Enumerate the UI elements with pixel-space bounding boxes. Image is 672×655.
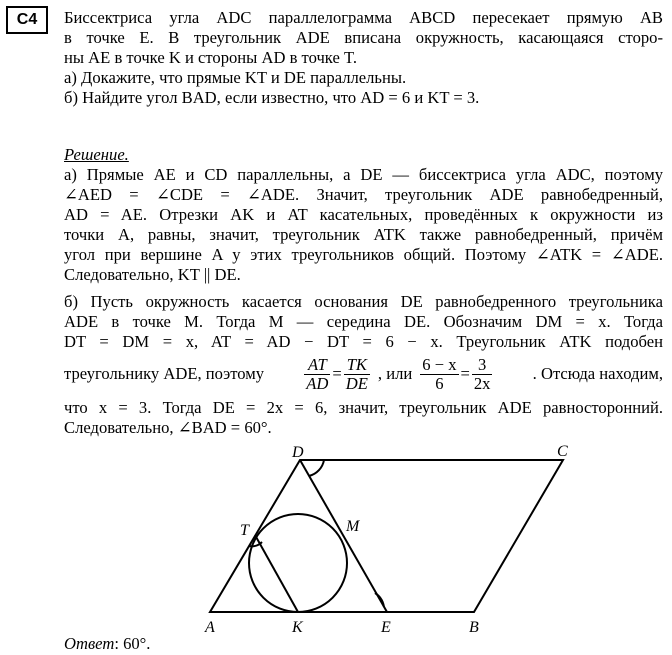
- angle-arc-cde: [309, 460, 324, 476]
- bisector-de: [300, 460, 387, 612]
- answer: [64, 634, 150, 654]
- label-m: M: [346, 518, 360, 535]
- answer-value: : 60°.: [114, 634, 151, 653]
- problem-part-b: б) Найдите угол BAD, если известно, что AD = 6 и KT = 3.: [64, 88, 480, 107]
- problem-part-a: а) Докажите, что прямые KT и DE параллельны.: [64, 68, 407, 87]
- fraction-6-minus-x: $\frac{6 - x}{6}$: [422, 354, 457, 393]
- label-a: A: [205, 619, 215, 636]
- solution-a-line-2: ∠AED = ∠CDE = ∠ADE. Значит, треугольник ADE равнобедренный,: [64, 185, 663, 204]
- solution-a-line-3: AD = AE. Отрезки AK и AT касательных, проведённых к окружности из: [64, 205, 663, 224]
- solution-b-line-2: ADE в точке M. Тогда M — середина DE. Обозначим DM = x. Тогда: [64, 312, 663, 331]
- solution-b-line-3: DT = DM = x, AT = AD − DT = 6 − x. Треугольник ATK подобен: [64, 332, 663, 351]
- solution-heading: Решение.: [64, 145, 129, 164]
- label-t: T: [240, 522, 249, 539]
- fraction-at-ad: $\frac{AT}{AD}$: [306, 354, 329, 393]
- solution-a-line-6: Следовательно, KT || DE.: [64, 265, 241, 284]
- fraction-tk-de: $\frac{TK}{DE}$: [345, 354, 368, 393]
- label-e: E: [381, 619, 391, 636]
- label-c: C: [557, 443, 568, 460]
- fraction-line-after: . Отсюда находим,: [532, 364, 663, 383]
- fraction-line-before: треугольнику ADE, поэтому: [64, 364, 265, 383]
- equation-fractions: $\frac{AT}{AD}$ = $\frac{TK}{DE}$ , или $\frac{6 - x}{6}$ = $\frac{3}{2x}$: [306, 354, 491, 393]
- problem-line-2: в точке E. В треугольник ADE вписана окружность, касающаяся сторо-: [64, 28, 663, 47]
- parallelogram-abcd: [210, 460, 563, 612]
- fraction-3-over-2x: $\frac{3}{2x}$: [473, 354, 491, 393]
- problem-line-1: Биссектриса угла ADC параллелограмма ABCD пересекает прямую AB: [64, 8, 663, 27]
- label-k: K: [292, 619, 303, 636]
- segment-tk: [255, 535, 298, 612]
- label-d: D: [292, 444, 304, 461]
- solution-a-line-5: угол при вершине A у этих треугольников общий. Поэтому ∠ATK = ∠ADE.: [64, 245, 663, 264]
- solution-b-end-2: Следовательно, ∠BAD = 60°.: [64, 418, 272, 437]
- answer-label: Ответ: [64, 634, 115, 653]
- solution-a-line-4: точки A, равны, значит, треугольник ATK также равнобедренный, причём: [64, 225, 663, 244]
- solution-b-line-1: б) Пусть окружность касается основания DE равнобедренного треугольника: [64, 292, 663, 311]
- solution-a-line-1: а) Прямые AE и CD параллельны, а DE — биссектриса угла ADC, поэтому: [64, 165, 663, 184]
- problem-line-3: ны AE в точке K и стороны AD в точке T.: [64, 48, 358, 67]
- label-b: B: [469, 619, 479, 636]
- solution-b-end-1: что x = 3. Тогда DE = 2x = 6, значит, треугольник ADE равносторонний.: [64, 398, 663, 417]
- problem-number-badge: C4: [6, 6, 48, 34]
- inscribed-circle: [249, 514, 347, 612]
